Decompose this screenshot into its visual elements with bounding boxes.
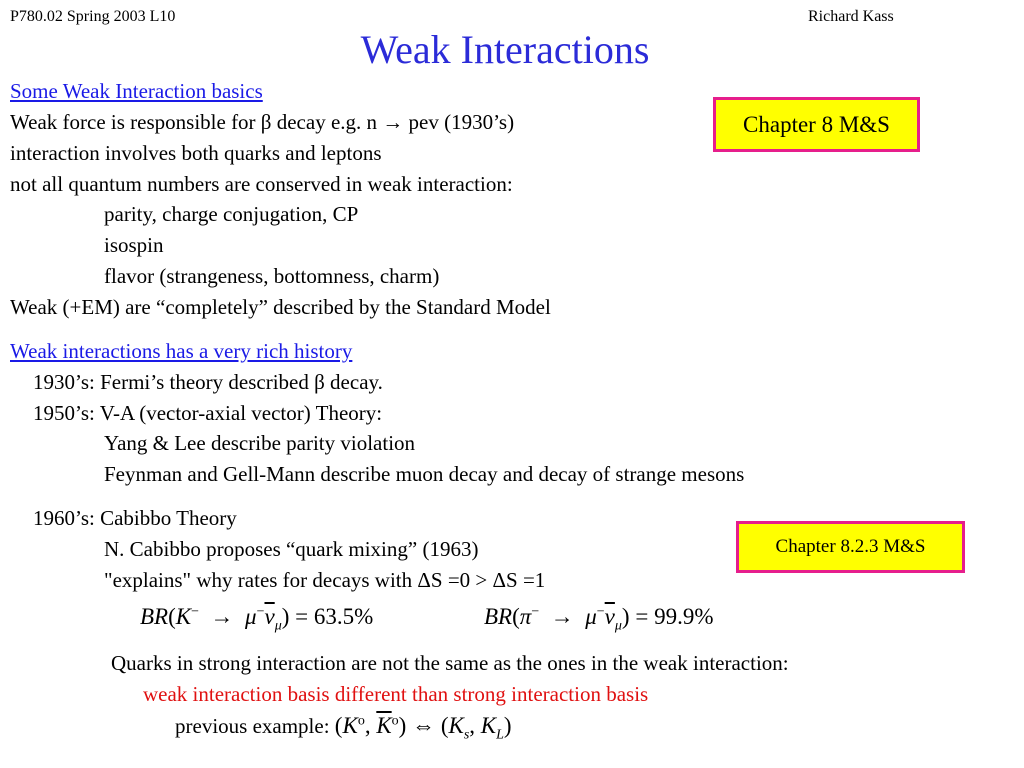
quark-basis-line: Quarks in strong interaction are not the same as the ones in the weak interaction: (111, 651, 789, 675)
basics-line-2: interaction involves both quarks and leptons (10, 141, 382, 165)
basics-line-3: not all quantum numbers are conserved in weak interaction: (10, 172, 513, 196)
kaon-branching-value: 63.5% (313, 604, 374, 629)
history-line-7: "explains" why rates for decays with ΔS =0 > ΔS =1 (104, 568, 546, 592)
history-line-3: Yang & Lee describe parity violation (104, 431, 416, 455)
previous-example-label: previous example: (175, 714, 330, 738)
section-history-heading[interactable]: Weak interactions has a very rich history (10, 339, 353, 363)
history-line-4: Feynman and Gell-Mann describe muon decay and decay of strange mesons (104, 462, 745, 486)
basics-line-4: parity, charge conjugation, CP (104, 202, 359, 226)
pion-branching-value: 99.9% (654, 604, 714, 629)
basis-difference-line: weak interaction basis different than strong interaction basis (143, 682, 649, 706)
kaon-branching-ratio-equation: $BR(K^- \to \mu^-\overline{\nu}_\mu) = 63.5\%$ (140, 604, 374, 634)
page-title: Weak Interactions (360, 27, 650, 72)
basics-line-1: Weak force is responsible for β decay e.g. n → pev (1930’s) (10, 110, 515, 134)
kaon-basis-equation: ($K^o$, $\overline{K}^o$) ⇔ ($K_s$, $K_L$) (334, 713, 512, 743)
history-line-5: 1960’s: Cabibbo Theory (33, 506, 237, 530)
history-line-1: 1930’s: Fermi’s theory described β decay. (33, 370, 383, 394)
basics-line-6: flavor (strangeness, bottomness, charm) (104, 264, 440, 288)
section-basics-heading[interactable]: Some Weak Interaction basics (10, 79, 263, 103)
basics-line-7: Weak (+EM) are “completely” described by the Standard Model (10, 295, 551, 319)
pion-branching-ratio-equation: $BR(\pi^- \to \mu^-\overline{\nu}_\mu) = 99.9\%$ (484, 604, 714, 634)
history-line-6: N. Cabibbo proposes “quark mixing” (1963) (104, 537, 479, 561)
basics-line-5: isospin (104, 233, 164, 257)
header-course-info: P780.02 Spring 2003 L10 (10, 8, 176, 25)
header-author: Richard Kass (808, 8, 894, 25)
chapter-reference-box: Chapter 8 M&S (713, 97, 920, 152)
chapter-section-reference-box: Chapter 8.2.3 M&S (736, 521, 965, 573)
previous-example-line (175, 713, 512, 743)
history-line-2: 1950’s: V-A (vector-axial vector) Theory: (33, 401, 383, 425)
